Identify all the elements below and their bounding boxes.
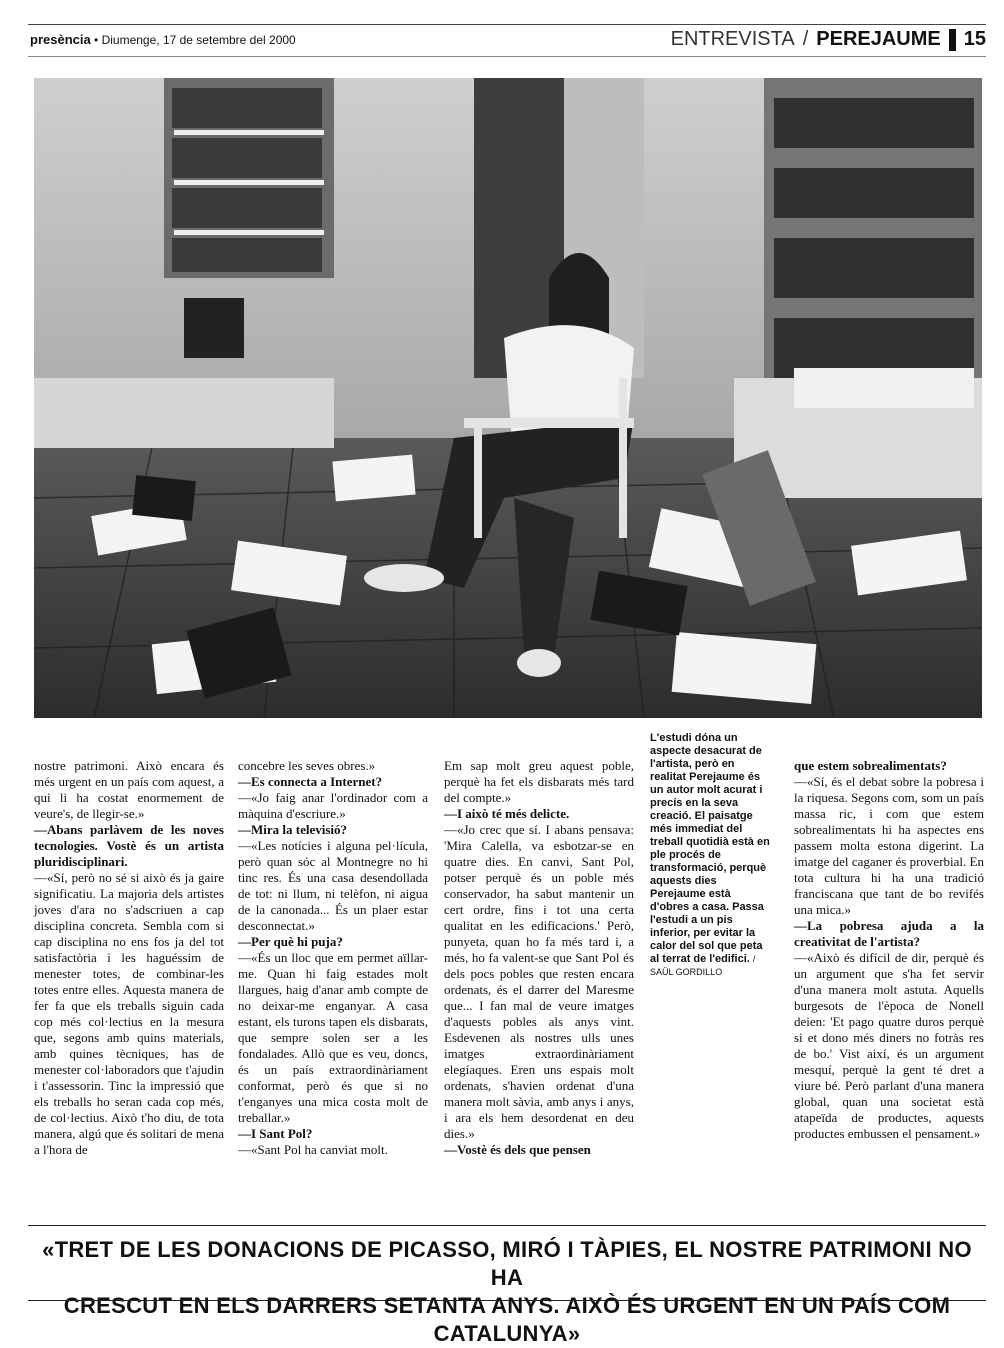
question: —Es connecta a Internet? — [238, 774, 383, 789]
paragraph: —«Jo faig anar l'ordinador com a màquina d'escriure.» — [238, 790, 428, 821]
pullquote-line-2: CRESCUT EN ELS DARRERS SETANTA ANYS. AIXÒ ÉS URGENT EN UN PAÍS COM CATALUNYA» — [63, 1293, 951, 1346]
masthead — [30, 32, 296, 47]
text-column-3 — [444, 758, 634, 1158]
header-bottom-rule — [28, 56, 986, 57]
studio-photo — [34, 78, 982, 718]
photo-caption — [650, 732, 770, 979]
section-name: ENTREVISTA — [670, 28, 795, 50]
question: —Per què hi puja? — [238, 934, 343, 949]
pullquote — [28, 1236, 986, 1348]
photo-credit: / SAÜL GORDILLO — [650, 954, 756, 977]
section-subject: PEREJAUME — [816, 28, 941, 50]
paragraph: —«És un lloc que em permet aïllar-me. Quan hi faig estades molt llargues, haig d'anar amb compte de no deixar-me enganyar. A casa estant, els turons tapen els disbarats, que sempre solen ser a les fondalades. Allò que es veu, doncs, és un país extraordinàriament conformat, però és que si no t'enganyes una mica costa molt de treballar.» — [238, 950, 428, 1125]
question: —Mira la televisió? — [238, 822, 348, 837]
paragraph: —«Sí, és el debat sobre la pobresa i la riquesa. Segons com, som un país massa ric, i com que estem sobrealimentats hi ha aspectes ens passem molta estona digerint. La imatge del caganer és proverbial. En tota cultura hi ha una tradició franciscana que tant de bo revifés una mica.» — [794, 774, 984, 917]
paragraph: —«Jo crec que sí. I abans pensava: 'Mira Calella, va esbotzar-se en quatre dies. En canvi, Sant Pol, potser perquè és un poble més conservador, ha sabut mantenir un cert ordre, fins i tot una certa qualitat en les edificacions.' Però, punyeta, quan ho fa més tard i, a més, ho fa valent-se que Sant Pol és dels pocs pobles que resten encara ordenats, és el darrer del Maresme que... I fan mal de veure imatges d'aquests pobles als anys vint. Esdevenen als nostres ulls unes imatges extraordinàriament elegíaques. Eren uns espais molt ordenats, s'havien ordenat d'una manera molt sàvia, amb anys i anys, i ara els hem desordenat en deu dies.» — [444, 822, 634, 1141]
text-column-1 — [34, 758, 224, 1158]
paragraph: —«Sant Pol ha canviat molt. — [238, 1142, 388, 1157]
pullquote-line-1: «TRET DE LES DONACIONS DE PICASSO, MIRÓ I TÀPIES, EL NOSTRE PATRIMONI NO HA — [42, 1237, 972, 1290]
studio-photo-illustration — [34, 78, 982, 718]
paragraph: —«Sí, però no sé si això és ja gaire significatiu. La majoria dels artistes joves d'ara no s'adscriuen a cap disciplina concreta. Sembla com si cap disciplina no ens fos ja del tot satisfactòria i les haguéssim de menester totes, de combinar-les totes entre elles. Aquesta manera de fer fa que els treballs siguin cada cop més col·lectius en la mesura que, segons amb quins materials, amb quines tècniques, has de menester col·laboradors que t'ajudin i t'assessorin. Tinc la impressió que els treballs ho seran cada cop més, de col·lectius. Això t'ho diu, de tota manera, algú que és solitari de mena a l'hora de — [34, 870, 224, 1157]
section-bar — [949, 29, 956, 51]
caption-text: L'estudi dóna un aspecte desacurat de l'artista, però en realitat Perejaume és un autor molt acurat i precís en la seva creació. El paisatge més immediat del treball quotidià està en ple procés de transformació, perquè aquests dies Perejaume està d'obres a casa. Passa l'estudi a un pis inferior, per evitar la calor del sol que peta al terrat de l'edifici. — [650, 732, 770, 965]
question: —I això té més delicte. — [444, 806, 570, 821]
section-separator: / — [802, 28, 809, 50]
pullquote-bottom-rule — [28, 1300, 986, 1301]
section-label — [671, 28, 986, 51]
page-number: 15 — [963, 28, 986, 50]
paragraph: concebre les seves obres.» — [238, 758, 376, 773]
question: —Vostè és dels que pensen — [444, 1142, 591, 1157]
question: —I Sant Pol? — [238, 1126, 313, 1141]
paragraph: Em sap molt greu aquest poble, perquè ha fet els disbarats més tard del compte.» — [444, 758, 634, 805]
paragraph: nostre patrimoni. Això encara és més urgent en un país com aquest, a qui li ha costat enormement de veure's, de llegir-se.» — [34, 758, 224, 821]
text-column-2 — [238, 758, 428, 1158]
question: —La pobresa ajuda a la creativitat de l'artista? — [794, 918, 984, 949]
text-column-4 — [794, 758, 984, 1142]
question: que estem sobrealimentats? — [794, 758, 947, 773]
paragraph: —«Les notícies i alguna pel·lícula, però quan sóc al Montnegre no hi tinc res. És una casa desendollada de tot: ni llum, ni telèfon, ni aigua de la canonada... És un plaer estar desconnectat.» — [238, 838, 428, 933]
header-top-rule — [28, 24, 986, 25]
issue-date: • Diumenge, 17 de setembre del 2000 — [94, 33, 296, 47]
pullquote-top-rule — [28, 1225, 986, 1226]
brand-name: presència — [30, 32, 91, 47]
question: —Abans parlàvem de les noves tecnologies. Vostè és un artista pluridisciplinari. — [34, 822, 224, 869]
paragraph: —«Això és difícil de dir, perquè és un argument que s'ha fet servir d'una manera molt astuta. Aquells burgesots de l'època de Nonell deien: 'Et pago quatre duros perquè si et dono més diners no fotràs res de bo.' Vist així, és un argument mesquí, perquè la gent té dret a viure bé. Però parlant d'una manera global, quan una societat està atapeïda de productes, aquests productes embussen el pensament.» — [794, 950, 984, 1141]
